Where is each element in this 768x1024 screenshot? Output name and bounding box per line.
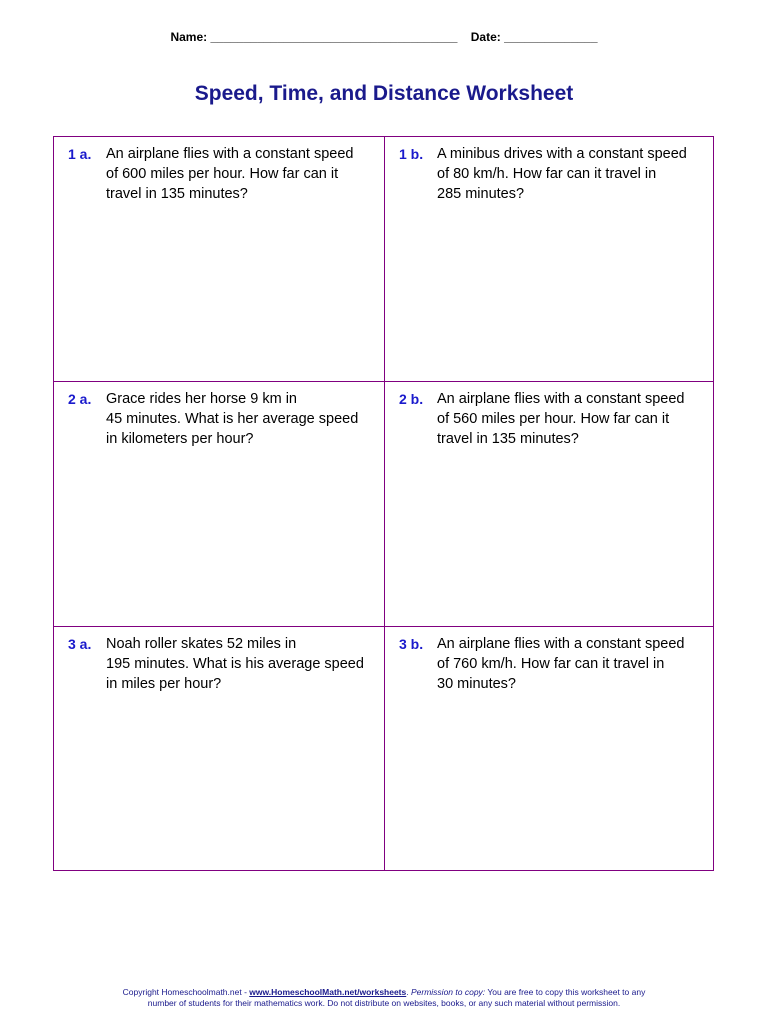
problem-text: An airplane flies with a constant speed of 560 miles per hour. How far can it travel in 135 minutes? <box>437 391 685 447</box>
problem-label: 1 b. <box>399 146 424 162</box>
problem-text: Grace rides her horse 9 km in 45 minutes. What is her average speed in kilometers per hour? <box>106 391 359 447</box>
worksheets-link[interactable]: www.HomeschoolMath.net/worksheets <box>249 987 407 997</box>
problem-cell-2b <box>385 382 713 627</box>
problem-cell-3a <box>54 627 385 870</box>
problem-text: An airplane flies with a constant speed of 760 km/h. How far can it travel in 30 minutes? <box>437 636 685 692</box>
problem-label: 2 b. <box>399 391 424 407</box>
worksheet-title: Speed, Time, and Distance Worksheet <box>194 82 574 105</box>
problem-cell-1b <box>385 137 713 382</box>
problem-cell-2a <box>54 382 385 627</box>
problem-text: A minibus drives with a constant speed of 80 km/h. How far can it travel in 285 minutes? <box>437 146 687 202</box>
footer-line-1: Copyright Homeschoolmath.net - www.HomeschoolMath.net/worksheets. Permission to copy: You are free to copy this worksheet to any <box>122 987 646 997</box>
problem-grid <box>53 136 714 871</box>
copyright-footer <box>0 987 768 1009</box>
problem-label: 3 b. <box>399 636 424 652</box>
name-date-line: Name: _____________________________________ Date: ______________ <box>170 30 598 44</box>
problem-cell-1a <box>54 137 385 382</box>
permission-label: Permission to copy: <box>410 987 486 997</box>
problem-label: 1 a. <box>68 146 92 162</box>
problem-label: 2 a. <box>68 391 92 407</box>
footer-line-2: number of students for their mathematics work. Do not distribute on websites, books, or any such material without permission. <box>147 998 621 1008</box>
problem-text: Noah roller skates 52 miles in 195 minutes. What is his average speed in miles per hour? <box>106 636 364 692</box>
problem-text: An airplane flies with a constant speed of 600 miles per hour. How far can it travel in 135 minutes? <box>106 146 354 202</box>
problem-label: 3 a. <box>68 636 92 652</box>
problem-cell-3b <box>385 627 713 870</box>
